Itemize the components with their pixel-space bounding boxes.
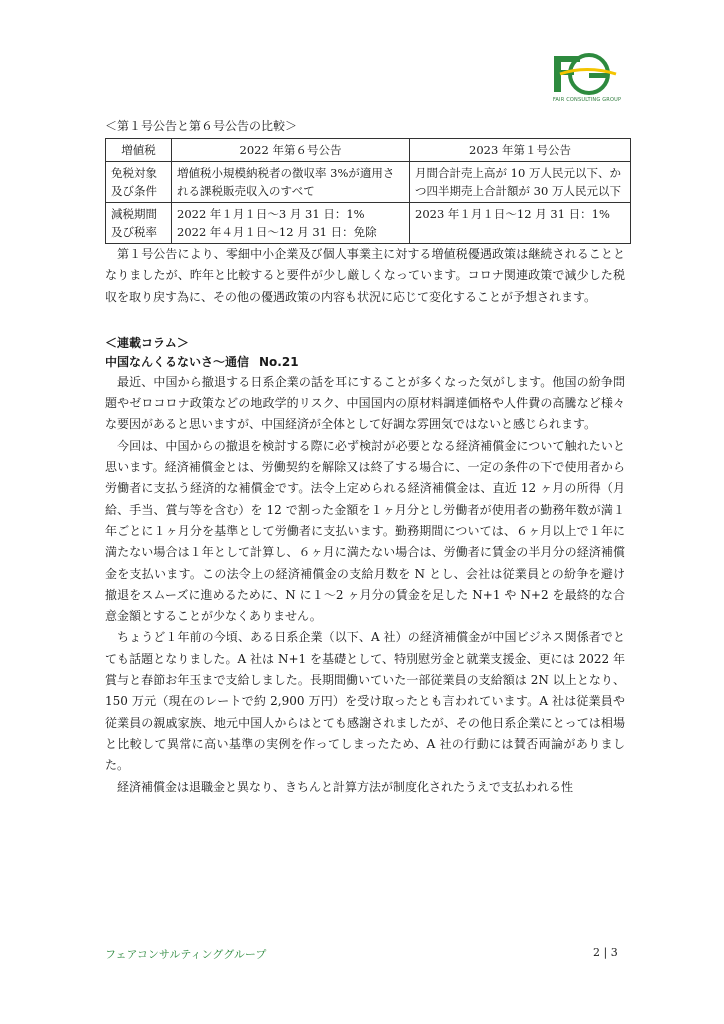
column-paragraph: 今回は、中国からの撤退を検討する際に必ず検討が必要となる経済補償金について触れたいと思います。経済補償金とは、労働契約を解除又は終了する場合に、一定の条件の下で使用者から労働者に支払う経済的な補償金です。法令上定められる経済補償金は、直近 12 ヶ月の所得（月給、手当、賞与等を含む）を 12 で割った金額を１ヶ月分とし労働者が使用者の勤務年数が満１年ごとに１ヶ月分を基準として労働者に支払います。勤務期間については、６ヶ月以上で１年に満たない場合は１年として計算し、６ヶ月に満たない場合は、労働者に賃金の半月分の経済補償金を支払います。この法令上の経済補償金の支給月数を N とし、会社は従業員との紛争を避け撤退をスムーズに進めるために、N に１～2 ヶ月分の賃金を足した N+1 や N+2 を最終的な合意金額とすることが少なくありません。 [105,438,625,624]
section-heading: ＜連載コラム＞ [105,335,189,350]
cell-2022: 増値税小規模納税者の徴収率 3%が適用される課税販売収入のすべて [172,162,410,203]
column-paragraph: ちょうど１年前の今頃、ある日系企業（以下、A 社）の経済補償金が中国ビジネス関係者でとても話題となりました。A 社は N+1 を基礎として、特別慰労金と就業支援金、更には 2022 年賞与と春節お年玉まで支給しました。長期間働いていた一部従業員の支給額は 2N 以上となり、150 万元（現在のレートで約 2,900 万円）を受け取ったとも言われています。A 社は従業員や従業員の親戚家族、地元中国人からはとても感謝されましたが、その他日系企業にとっては相場と比較して異常に高い基準の実例を作ってしまったため、A 社の行動には賛否両論がありました。 [105,630,625,773]
logo-company-name: FAIR CONSULTING GROUP [552,97,622,103]
header-cell: 増値税 [106,139,172,162]
cell-2023: 2023 年１月１日～12 月 31 日：1% [410,203,631,244]
column-title-text: 中国なんくるないさ～通信 [105,354,250,369]
cell-2023: 月間合計売上高が 10 万人民元以下、かつ四半期売上合計額が 30 万人民元以下 [410,162,631,203]
table-row [106,203,631,244]
table-caption: ＜第１号公告と第６号公告の比較＞ [105,119,298,133]
document-body [105,118,625,798]
company-logo [552,52,622,103]
cell-line: 2022 年１月１日～3 月 31 日：1% [177,207,365,221]
summary-paragraph: 第１号公告により、零細中小企業及び個人事業主に対する増値税優遇政策は継続されることとなりましたが、昨年と比較すると要件が少し厳しくなっています。コロナ関連政策で減少した税収を取り戻す為に、その他の優遇政策の内容も状況に応じて変化することが予想されます。 [105,247,625,304]
header-cell: 2022 年第６号公告 [172,139,410,162]
header-cell: 2023 年第１号公告 [410,139,631,162]
cell-line: 2022 年４月１日～12 月 31 日：免除 [177,225,377,239]
page-number: 2 | 3 [593,946,618,959]
comparison-table [105,138,631,244]
table-header-row [106,139,631,162]
row-label: 免税対象及び条件 [106,162,172,203]
row-label: 減税期間及び税率 [106,203,172,244]
column-paragraph: 最近、中国から撤退する日系企業の話を耳にすることが多くなった気がします。他国の紛争問題やゼロコロナ政策などの地政学的リスク、中国国内の原材料調達価格や人件費の高騰など様々な要因があると思いますが、中国経済が全体として好調な雰囲気ではないと感じられます。 [105,374,625,432]
fg-logo-icon [552,52,622,96]
column-paragraph: 経済補償金は退職金と異なり、きちんと計算方法が制度化されたうえで支払われる性 [117,779,574,794]
column-number: No.21 [259,354,299,369]
table-row [106,162,631,203]
column-title [105,353,625,372]
cell-2022 [172,203,410,244]
footer-company: フェアコンサルティンググループ [105,948,267,961]
